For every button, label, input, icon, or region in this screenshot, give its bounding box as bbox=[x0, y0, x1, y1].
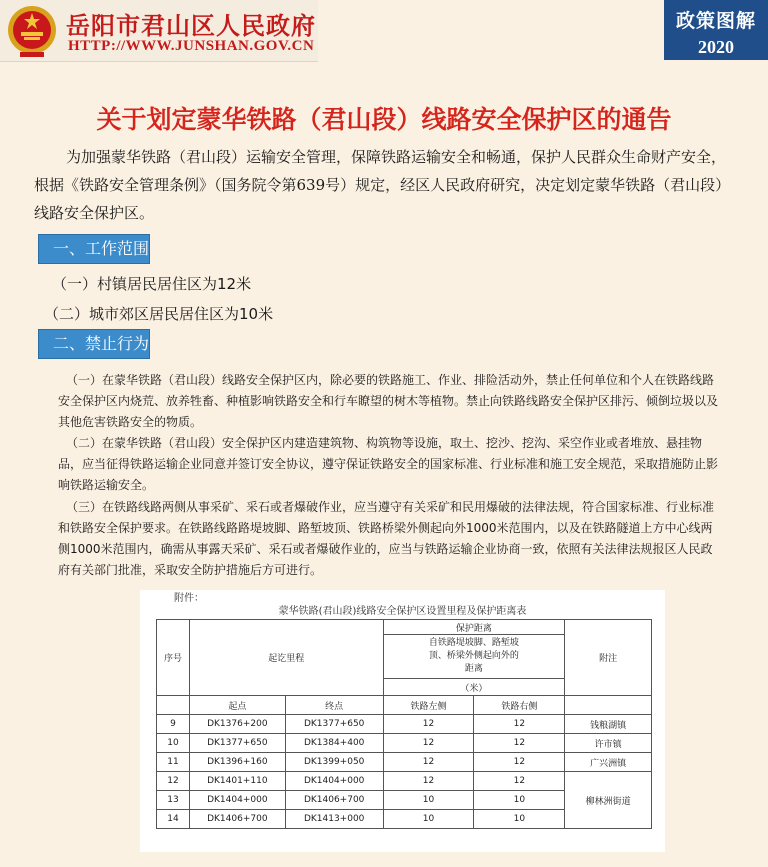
cell-end: DK1399+050 bbox=[285, 753, 383, 772]
policy-badge bbox=[664, 0, 768, 60]
cell-left: 10 bbox=[383, 810, 474, 829]
cell-start: DK1404+000 bbox=[189, 791, 285, 810]
cell-start: DK1401+110 bbox=[189, 772, 285, 791]
cell-right: 10 bbox=[474, 810, 565, 829]
header-left: 铁路左侧 bbox=[383, 696, 474, 715]
header-distance-desc: 自铁路堤坡脚、路堑坡顶、桥梁外侧起向外的距离 bbox=[383, 635, 565, 679]
cell-end: DK1406+700 bbox=[285, 791, 383, 810]
section-heading-prohibited: 二、禁止行为 bbox=[38, 329, 150, 359]
cell-right: 12 bbox=[474, 734, 565, 753]
header-mileage: 起讫里程 bbox=[189, 620, 383, 696]
cell-seq: 14 bbox=[157, 810, 190, 829]
header-protect-distance: 保护距离 bbox=[383, 620, 565, 635]
cell-end: DK1377+650 bbox=[285, 715, 383, 734]
cell-right: 12 bbox=[474, 715, 565, 734]
intro-paragraph: 为加强蒙华铁路（君山段）运输安全管理，保障铁路运输安全和畅通，保护人民群众生命财产安全，根据《铁路安全管理条例》（国务院令第639号）规定，经区人民政府研究，决定划定蒙华铁路（君山段）线路安全保护区。 bbox=[34, 148, 731, 222]
header-start: 起点 bbox=[189, 696, 285, 715]
cell-note-merged: 柳林洲街道 bbox=[565, 772, 652, 829]
table-row bbox=[157, 715, 652, 734]
cell-left: 10 bbox=[383, 791, 474, 810]
cell-left: 12 bbox=[383, 753, 474, 772]
cell-start: DK1377+650 bbox=[189, 734, 285, 753]
cell-end: DK1404+000 bbox=[285, 772, 383, 791]
cell-seq: 10 bbox=[157, 734, 190, 753]
rule-paragraph-3: （三）在铁路线路两侧从事采矿、采石或者爆破作业，应当遵守有关采矿和民用爆破的法律法规，符合国家标准、行业标准和铁路安全保护要求。在铁路线路路堤坡脚、路堑坡顶、铁路桥梁外侧起向外1000米范围内，以及在铁路隧道上方中心线两侧1000米范围内，确需从事露天采矿、采石或者爆破作业的，应当与铁路运输企业协商一致，依照有关法律法规报区人民政府有关部门批准，采取安全防护措施后方可进行。 bbox=[58, 500, 715, 577]
cell-seq: 11 bbox=[157, 753, 190, 772]
scope-item-village: （一）村镇居民居住区为12米 bbox=[52, 275, 252, 293]
header-end: 终点 bbox=[285, 696, 383, 715]
table-row bbox=[157, 753, 652, 772]
badge-year: 2020 bbox=[698, 37, 734, 57]
cell-note: 广兴洲镇 bbox=[565, 753, 652, 772]
site-logo-banner[interactable] bbox=[0, 0, 318, 62]
site-name: 岳阳市君山区人民政府 bbox=[66, 11, 316, 40]
annex-label: 附件： bbox=[174, 593, 204, 604]
table-row bbox=[157, 734, 652, 753]
header-spacer bbox=[157, 696, 190, 715]
cell-left: 12 bbox=[383, 772, 474, 791]
rule-paragraph-1: （一）在蒙华铁路（君山段）线路安全保护区内，除必要的铁路施工、作业、排险活动外，禁止任何单位和个人在铁路线路安全保护区内烧荒、放养牲畜、种植影响铁路安全和行车瞭望的树木等植物。禁止向铁路线路安全保护区排污、倾倒垃圾以及其他危害铁路安全的物质。 bbox=[58, 373, 719, 429]
table-caption: 蒙华铁路(君山段)线路安全保护区设置里程及保护距离表 bbox=[278, 606, 527, 617]
cell-left: 12 bbox=[383, 734, 474, 753]
header-note-spacer bbox=[565, 696, 652, 715]
cell-right: 12 bbox=[474, 753, 565, 772]
rule-paragraph-2: （二）在蒙华铁路（君山段）安全保护区内建造建筑物、构筑物等设施，取土、挖沙、挖沟、采空作业或者堆放、悬挂物品，应当征得铁路运输企业同意并签订安全协议，遵守保证铁路安全的国家标准、行业标准和施工安全规范，采取措施防止影响铁路运输安全。 bbox=[58, 436, 719, 492]
cell-right: 12 bbox=[474, 772, 565, 791]
badge-title: 政策图解 bbox=[675, 10, 756, 32]
section-heading-scope: 一、工作范围 bbox=[38, 234, 150, 264]
cell-start: DK1396+160 bbox=[189, 753, 285, 772]
header bbox=[0, 0, 768, 64]
cell-note: 许市镇 bbox=[565, 734, 652, 753]
scope-item-suburb: （二）城市郊区居民居住区为10米 bbox=[44, 305, 274, 323]
table-row bbox=[157, 772, 652, 791]
protection-distance-table bbox=[156, 619, 652, 829]
cell-start: DK1376+200 bbox=[189, 715, 285, 734]
header-right: 铁路右侧 bbox=[474, 696, 565, 715]
cell-seq: 12 bbox=[157, 772, 190, 791]
national-emblem-icon bbox=[6, 4, 58, 58]
cell-end: DK1413+000 bbox=[285, 810, 383, 829]
cell-seq: 9 bbox=[157, 715, 190, 734]
cell-end: DK1384+400 bbox=[285, 734, 383, 753]
page-title: 关于划定蒙华铁路（君山段）线路安全保护区的通告 bbox=[96, 105, 672, 134]
header-unit: （米） bbox=[383, 679, 565, 696]
header-note: 附注 bbox=[565, 620, 652, 696]
cell-left: 12 bbox=[383, 715, 474, 734]
site-url[interactable]: HTTP://WWW.JUNSHAN.GOV.CN bbox=[68, 38, 315, 54]
cell-seq: 13 bbox=[157, 791, 190, 810]
header-seq: 序号 bbox=[157, 620, 190, 696]
cell-right: 10 bbox=[474, 791, 565, 810]
annex-table-image bbox=[140, 590, 665, 852]
cell-start: DK1406+700 bbox=[189, 810, 285, 829]
cell-note: 钱粮湖镇 bbox=[565, 715, 652, 734]
